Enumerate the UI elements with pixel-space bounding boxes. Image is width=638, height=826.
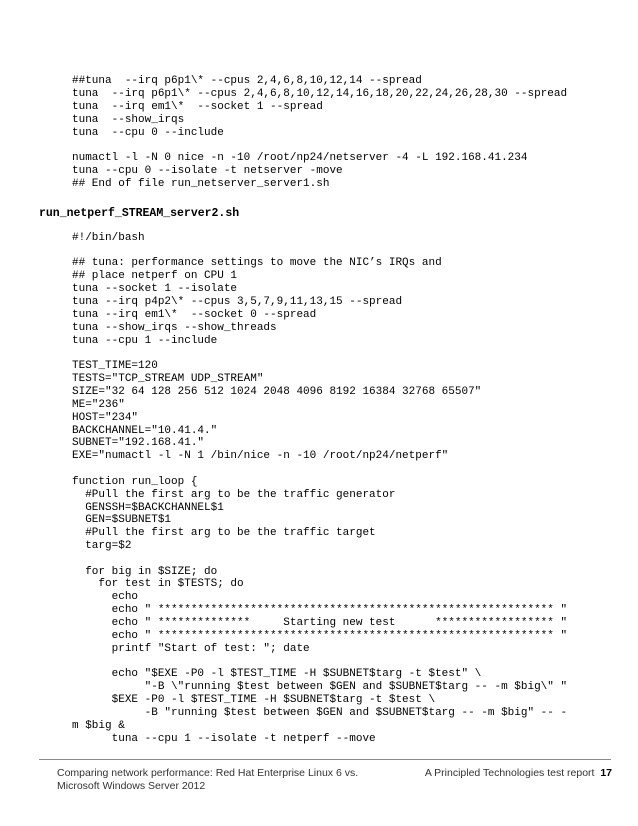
code-line: EXE="numactl -l -N 1 /bin/nice -n -10 /root/np24/netperf"	[39, 450, 449, 463]
code-line: for test in $TESTS; do	[39, 578, 244, 591]
code-line: BACKCHANNEL="10.41.4."	[39, 424, 218, 437]
code-line: ME="236"	[39, 398, 125, 411]
footer-publisher-text: A Principled Technologies test report	[424, 767, 595, 779]
code-line: tuna --irq em1\* --socket 1 --spread	[39, 100, 323, 113]
code-line	[39, 553, 567, 566]
code-line: m $big &	[39, 719, 125, 732]
code-line: echo "$EXE -P0 -l $TEST_TIME -H $SUBNET$targ -t $test" \	[39, 668, 482, 681]
code-line: tuna --cpu 1 --include	[39, 334, 218, 347]
code-line: ## End of file run_netserver_server1.sh	[39, 177, 330, 190]
code-line: #Pull the first arg to be the traffic target	[39, 527, 376, 540]
code-line: numactl -l -N 0 nice -n -10 /root/np24/netserver -4 -L 192.168.41.234	[39, 151, 528, 164]
code-line	[39, 656, 567, 669]
code-line: TESTS="TCP_STREAM UDP_STREAM"	[39, 373, 264, 386]
footer-title-line-1: Comparing network performance: Red Hat Enterprise Linux 6 vs.	[57, 767, 359, 779]
code-line	[39, 245, 567, 258]
code-line: echo " ************************************************************ "	[39, 604, 568, 617]
code-line: echo " ************************************************************ "	[39, 630, 568, 643]
code-line: tuna --socket 1 --isolate	[39, 283, 238, 296]
code-line: "-B \"running $test between $GEN and $SUBNET$targ -- -m $big\" "	[39, 681, 568, 694]
code-line: tuna --cpu 0 --isolate -t netserver -move	[39, 164, 343, 177]
code-line: #Pull the first arg to be the traffic generator	[39, 488, 396, 501]
code-line: tuna --show_irqs --show_threads	[39, 321, 277, 334]
code-line: GENSSH=$BACKCHANNEL$1	[39, 501, 224, 514]
code-line: function run_loop {	[39, 475, 198, 488]
code-line	[39, 348, 567, 361]
code-line: tuna --irq p4p2\* --cpus 3,5,7,9,11,13,15 --spread	[39, 296, 403, 309]
code-line: tuna --cpu 1 --isolate -t netperf --move	[39, 732, 376, 745]
code-line: tuna --cpu 0 --include	[39, 126, 224, 139]
code-line: tuna --irq p6p1\* --cpus 2,4,6,8,10,12,14,16,18,20,22,24,26,28,30 --spread	[39, 87, 568, 100]
code-line: -B "running $test between $GEN and $SUBNET$targ -- -m $big" -- -	[39, 707, 568, 719]
footer-title-line-2: Microsoft Windows Server 2012	[57, 780, 206, 792]
code-line: echo	[39, 591, 139, 604]
code-line: targ=$2	[39, 540, 132, 553]
code-block-netperf-script	[39, 232, 567, 746]
footer-report-title	[57, 767, 387, 793]
code-line	[39, 139, 567, 152]
script-heading: run_netperf_STREAM_server2.sh	[39, 207, 240, 220]
code-line: echo " ************** Starting new test ****************** "	[39, 617, 568, 630]
code-line: HOST="234"	[39, 411, 139, 424]
code-line: SIZE="32 64 128 256 512 1024 2048 4096 8192 16384 32768 65507"	[39, 385, 482, 398]
code-line: ##tuna --irq p6p1\* --cpus 2,4,6,8,10,12,14 --spread	[39, 75, 422, 87]
code-line: printf "Start of test: "; date	[39, 642, 310, 655]
code-line	[39, 463, 567, 476]
code-line: TEST_TIME=120	[39, 360, 158, 373]
code-block-netserver	[39, 75, 567, 191]
footer-publisher	[412, 767, 612, 780]
code-line: GEN=$SUBNET$1	[39, 514, 172, 527]
code-line: tuna --show_irqs	[39, 113, 185, 126]
page-number: 17	[600, 767, 612, 779]
code-line: #!/bin/bash	[39, 232, 145, 244]
footer-divider	[39, 759, 611, 760]
code-line: ## place netperf on CPU 1	[39, 270, 238, 283]
code-line: for big in $SIZE; do	[39, 565, 218, 578]
code-line: $EXE -P0 -l $TEST_TIME -H $SUBNET$targ -t $test \	[39, 694, 436, 707]
code-line: tuna --irq em1\* --socket 0 --spread	[39, 308, 317, 321]
code-line: SUBNET="192.168.41."	[39, 437, 205, 450]
code-line: ## tuna: performance settings to move the NIC’s IRQs and	[39, 257, 442, 270]
